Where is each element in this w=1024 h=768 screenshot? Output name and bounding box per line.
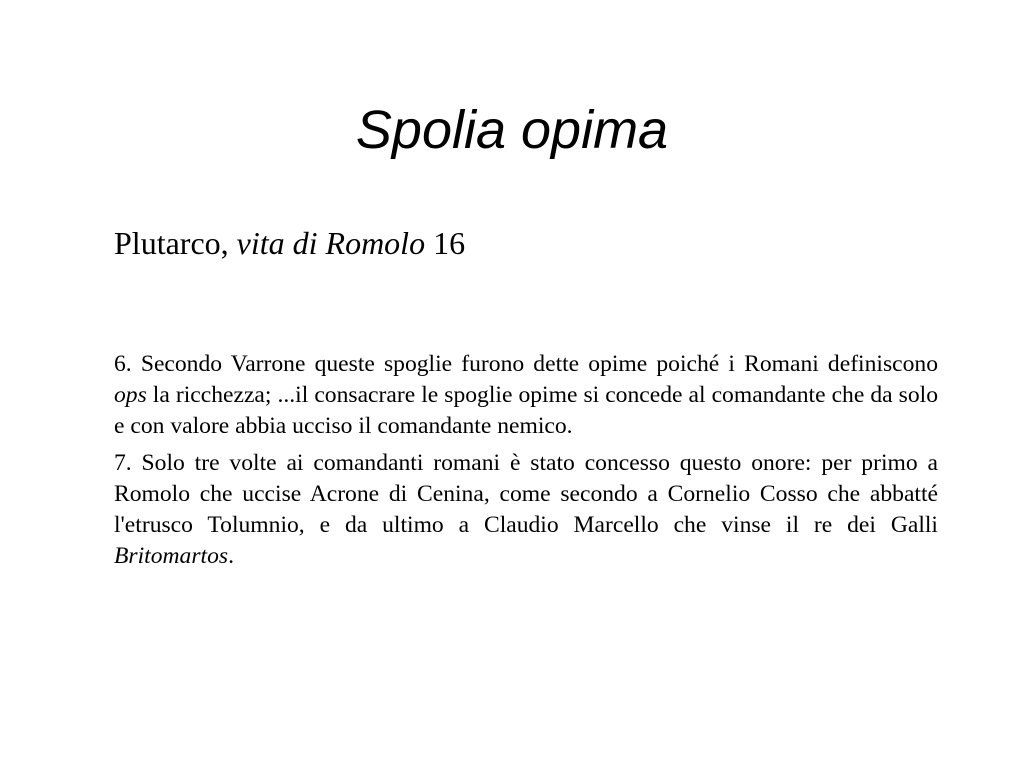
paragraph-6-text-end: la ricchezza; ...il consacrare le spoglie opime si concede al comandante che da solo e con valore abbia ucciso il comandante nemico.	[114, 382, 938, 439]
paragraph-6	[114, 349, 938, 442]
paragraph-7	[114, 448, 938, 572]
paragraph-6-emphasis: ops	[114, 382, 147, 408]
paragraph-7-emphasis: Britomartos	[114, 543, 229, 569]
source-citation	[114, 224, 465, 262]
paragraph-6-text-start: 6. Secondo Varrone queste spoglie furono dette opime poiché i Romani definiscono	[114, 351, 938, 377]
source-work: vita di Romolo	[236, 225, 426, 261]
paragraph-7-text-start: 7. Solo tre volte ai comandanti romani è stato concesso questo onore: per primo a Romolo che uccise Acrone di Cenina, come secondo a Cornelio Cosso che abbatté l'etrusco Tolumnio, e da ultimo a Claudio Marcello che vinse il re dei Galli	[114, 450, 938, 538]
body-text	[114, 349, 938, 578]
source-chapter: 16	[433, 225, 466, 261]
slide-title: Spolia opima	[355, 100, 669, 160]
source-author: Plutarco,	[114, 225, 229, 261]
paragraph-7-text-end: .	[228, 543, 234, 569]
